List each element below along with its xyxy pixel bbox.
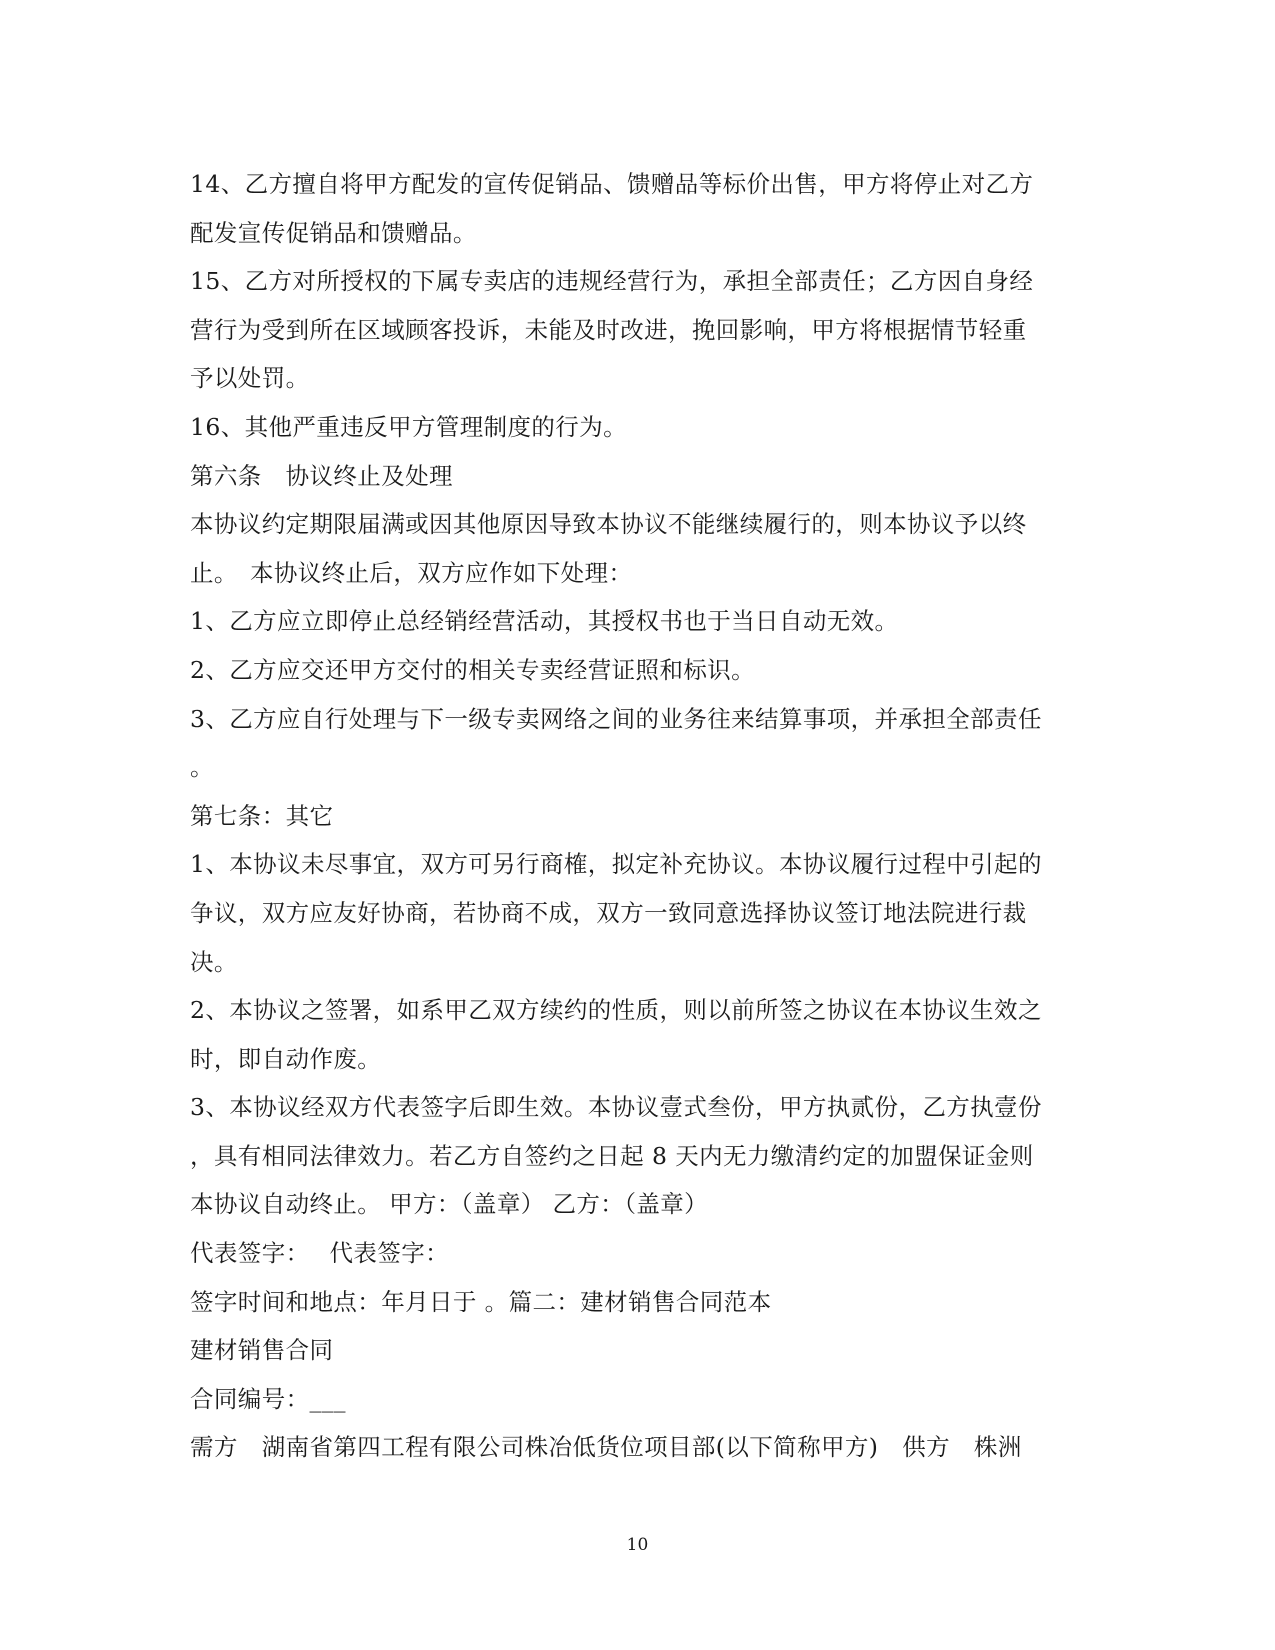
text-line: 代表签字： 代表签字： [190,1239,450,1268]
text-line: 争议，双方应友好协商，若协商不成，双方一致同意选择协议签订地法院进行裁 [190,898,1027,927]
text-line: 本协议自动终止。 甲方：（盖章） 乙方：（盖章） [190,1190,709,1219]
text-line: 予以处罚。 [190,364,310,393]
text-line: 2、本协议之签署，如系甲乙双方续约的性质，则以前所签之协议在本协议生效之 [190,996,1042,1025]
text-line: 本协议约定期限届满或因其他原因导致本协议不能继续履行的，则本协议予以终 [190,510,1027,539]
text-line: 1、本协议未尽事宜，双方可另行商榷，拟定补充协议。本协议履行过程中引起的 [190,850,1042,879]
text-line: 16、其他严重违反甲方管理制度的行为。 [190,412,628,441]
document-body [190,160,1090,1472]
section-heading: 第六条 协议终止及处理 [190,461,453,490]
text-line: ，具有相同法律效力。若乙方自签约之日起 8 天内无力缴清约定的加盟保证金则 [190,1141,1034,1170]
text-line: 。 [190,753,214,782]
text-line: 14、乙方擅自将甲方配发的宣传促销品、馈赠品等标价出售，甲方将停止对乙方 [190,170,1034,198]
text-line: 配发宣传促销品和馈赠品。 [190,218,477,247]
text-line: 3、本协议经双方代表签字后即生效。本协议壹式叁份，甲方执贰份，乙方执壹份 [190,1093,1042,1122]
section-heading: 第七条：其它 [190,801,334,830]
text-line: 2、乙方应交还甲方交付的相关专卖经营证照和标识。 [190,655,756,684]
contract-number: 合同编号：___ [190,1384,346,1413]
text-line: 需方 湖南省第四工程有限公司株冶低货位项目部(以下简称甲方) 供方 株洲 [190,1433,1022,1462]
text-line: 时，即自动作废。 [190,1044,382,1073]
text-line: 签字时间和地点：年月日于 。篇二：建材销售合同范本 [190,1287,772,1316]
text-line: 1、乙方应立即停止总经销经营活动，其授权书也于当日自动无效。 [190,607,899,636]
contract-title: 建材销售合同 [190,1336,334,1365]
text-line: 3、乙方应自行处理与下一级专卖网络之间的业务往来结算事项，并承担全部责任 [190,704,1042,733]
text-line: 止。 本协议终止后，双方应作如下处理： [190,558,633,587]
text-line: 决。 [190,947,238,976]
text-line: 15、乙方对所授权的下属专卖店的违规经营行为，承担全部责任；乙方因自身经 [190,267,1034,296]
text-line: 营行为受到所在区域顾客投诉，未能及时改进，挽回影响，甲方将根据情节轻重 [190,315,1027,344]
page-number: 10 [626,1535,649,1555]
